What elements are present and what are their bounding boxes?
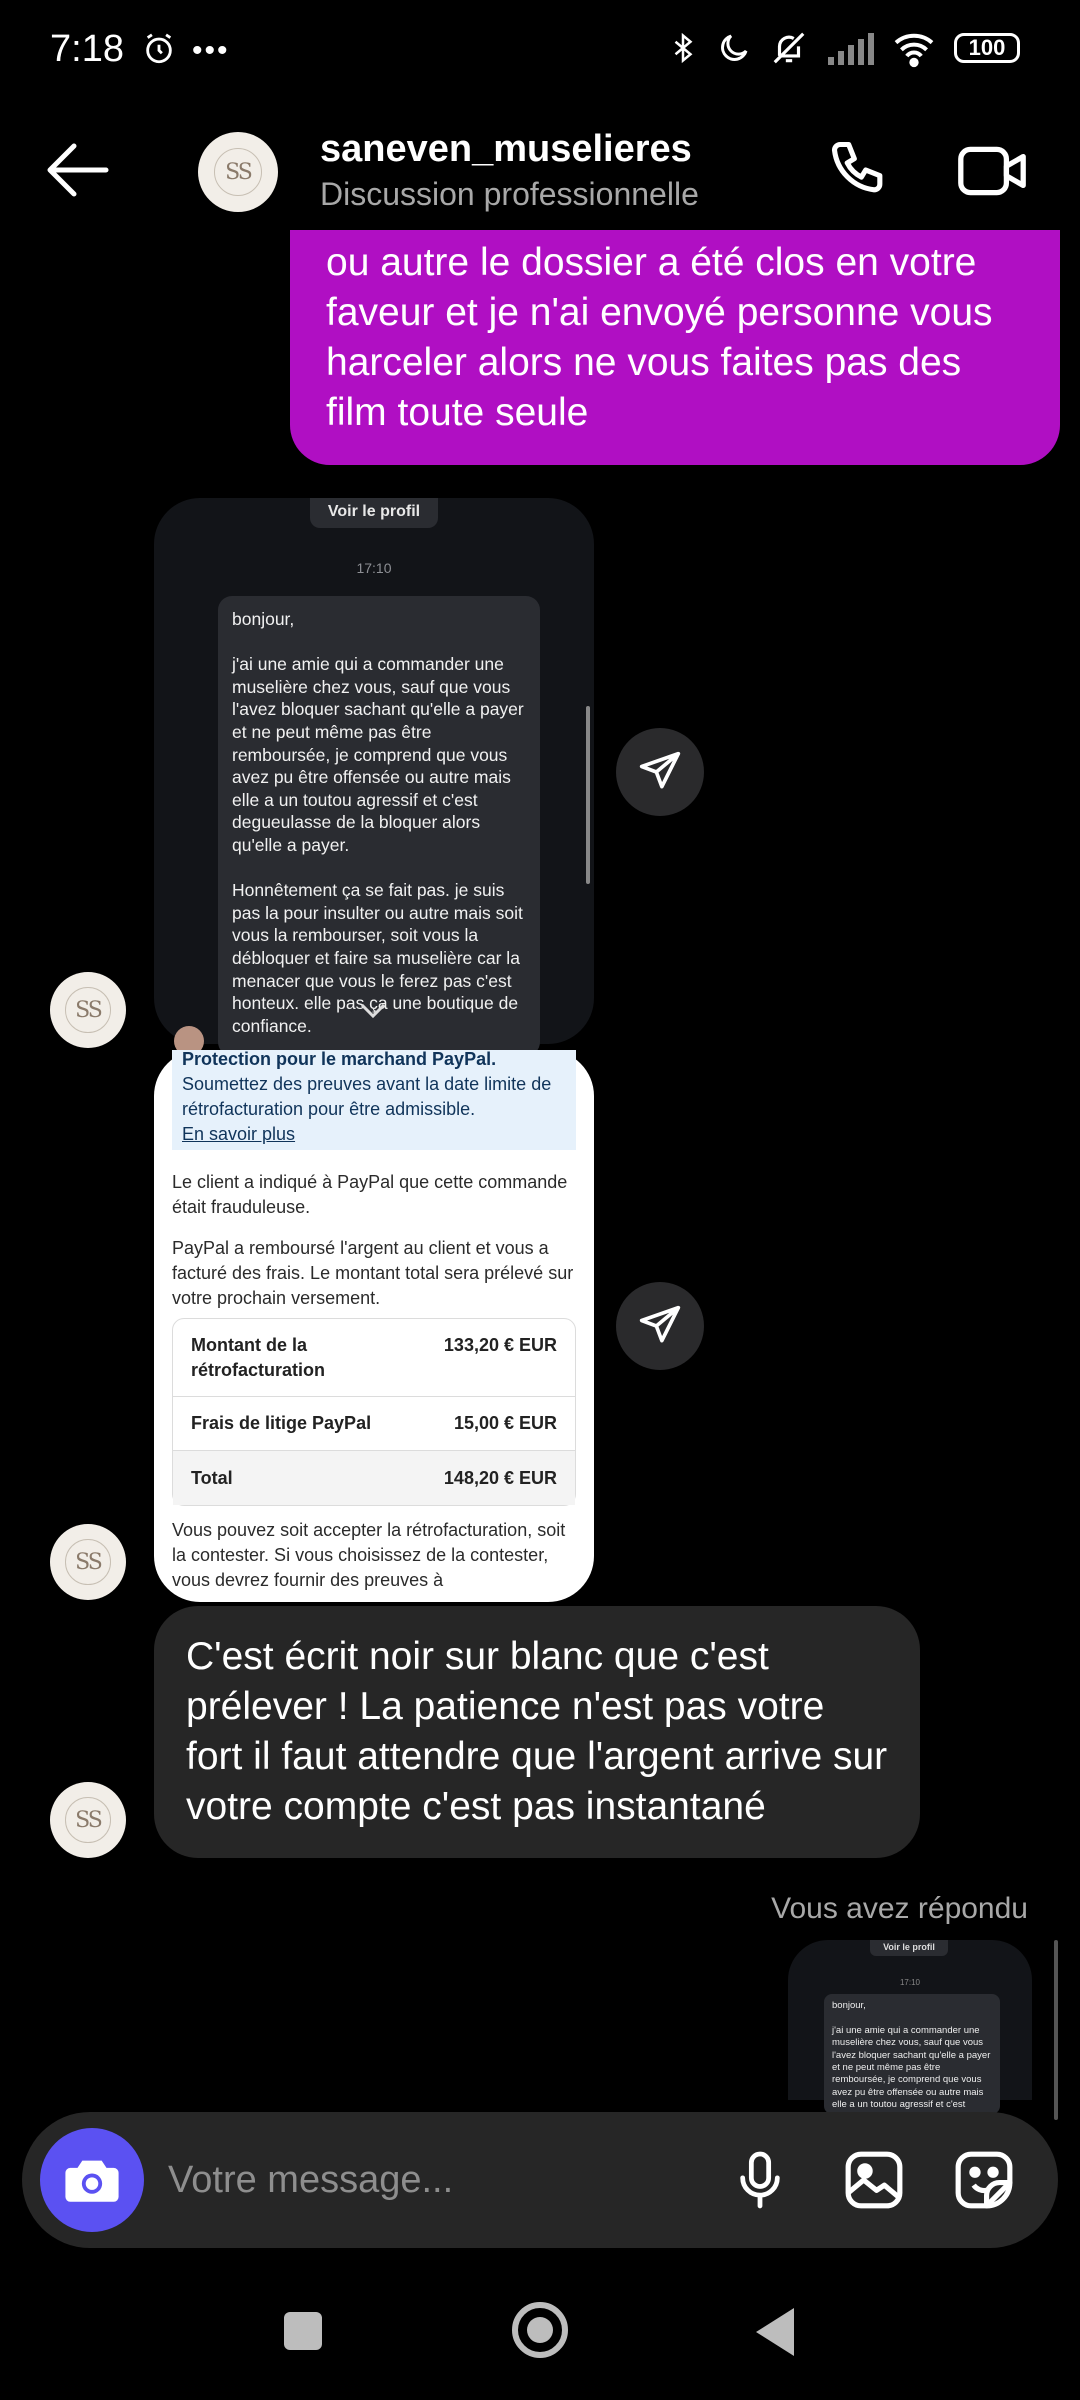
outgoing-message[interactable]: ou autre le dossier a été clos en votre faveur et je n'ai envoyé personne vous harceler alors ne vous faites pas des film toute seule <box>290 230 1060 465</box>
video-icon[interactable] <box>956 140 1028 207</box>
send-icon[interactable] <box>616 1282 704 1370</box>
avatar-monogram: SS <box>65 1797 111 1843</box>
image-icon[interactable] <box>842 2148 906 2212</box>
contact-name[interactable]: saneven_muselieres <box>320 128 692 170</box>
mic-icon[interactable] <box>728 2148 792 2212</box>
contact-subtitle: Discussion professionnelle <box>320 176 699 212</box>
post-message-body: bonjour, j'ai une amie qui a commander une muselière chez vous, sauf que vous l'avez bloquer sachant qu'elle a payer et ne peut même pas être remboursée, je comprend que vous avez pu être offensée ou autre mais elle a un toutou agressif et c'est degueulasse de la bloquer alors qu'elle a payer. Honnêtement ça se fait pas. je suis pas la pour insulter ou autre mais soit vous la rembourser, soit vous la débloquer et faire sa muselière car la menacer que vous le ferez pas c'est honteux. elle pas ça une boutique de confiance. <box>218 596 540 1056</box>
received-message[interactable]: C'est écrit noir sur blanc que c'est prélever ! La patience n'est pas votre fort il faut attendre que l'argent arrive sur votre compte c'est pas instantané <box>154 1606 920 1858</box>
back-arrow-icon[interactable] <box>44 140 110 205</box>
more-notifications-icon: ••• <box>192 34 230 67</box>
row-label: Frais de litige PayPal <box>191 1413 372 1433</box>
recent-apps-button[interactable] <box>284 2312 322 2350</box>
row-label: Montant de la rétrofacturation <box>191 1334 326 1380</box>
status-icons <box>668 28 1020 68</box>
message-input[interactable] <box>168 2152 728 2208</box>
learn-more-link[interactable]: En savoir plus <box>182 1124 296 1144</box>
paypal-banner <box>172 1050 576 1150</box>
paypal-paragraph-2: PayPal a remboursé l'argent au client et vous a facturé des frais. Le montant total sera prélevé sur votre prochain versement. <box>172 1238 574 1308</box>
back-nav-button[interactable] <box>756 2308 794 2356</box>
send-icon[interactable] <box>616 728 704 816</box>
chat-scrollbar[interactable] <box>1054 1940 1058 2120</box>
table-row <box>173 1319 575 1397</box>
wifi-icon <box>892 30 936 66</box>
table-row <box>173 1451 575 1505</box>
row-label: Total <box>191 1467 233 1488</box>
sender-avatar[interactable] <box>50 1782 126 1858</box>
chargeback-table <box>172 1318 576 1506</box>
avatar-monogram: SS <box>65 1539 111 1585</box>
banner-text: Soumettez des preuves avant la date limite de rétrofacturation pour être admissible. <box>182 1074 552 1119</box>
chevron-down-icon[interactable] <box>360 998 386 1026</box>
phone-icon[interactable] <box>826 136 894 209</box>
camera-button[interactable] <box>40 2128 144 2232</box>
replied-post-card[interactable] <box>788 1940 1032 2111</box>
row-value: 148,20 € EUR <box>443 1467 557 1488</box>
view-profile-button[interactable]: Voir le profil <box>870 1940 948 1956</box>
status-time: 7:18 <box>50 28 124 70</box>
sender-avatar[interactable] <box>50 972 126 1048</box>
home-button-dot <box>527 2317 553 2343</box>
table-row <box>173 1397 575 1451</box>
banner-title: Protection pour le marchand PayPal. <box>182 1049 497 1069</box>
signal-icon <box>826 31 874 65</box>
alarm-icon <box>142 32 176 71</box>
post-timestamp: 17:10 <box>356 560 392 576</box>
moon-icon <box>716 30 752 66</box>
header-avatar[interactable] <box>198 132 278 212</box>
avatar-monogram: SS <box>214 148 262 196</box>
message-composer <box>22 2112 1058 2248</box>
view-profile-button[interactable]: Voir le profil <box>310 498 438 528</box>
camera-icon <box>63 2155 121 2205</box>
sticker-icon[interactable] <box>952 2148 1016 2212</box>
paypal-paragraph-3: Vous pouvez soit accepter la rétrofacturation, soit la contester. Si vous choisissez de la contester, vous devrez fournir des preuves à <box>172 1520 566 1590</box>
post-timestamp: 17:10 <box>899 1978 921 1987</box>
shared-post-card[interactable] <box>154 498 594 1044</box>
row-value: 133,20 € EUR <box>443 1335 557 1355</box>
battery-indicator: 100 <box>954 33 1020 63</box>
paypal-post-card[interactable] <box>154 1050 594 1602</box>
bluetooth-icon <box>668 28 698 68</box>
replied-label: Vous avez répondu <box>771 1892 1028 1925</box>
post-message-body: bonjour, j'ai une amie qui a commander une muselière chez vous, sauf que vous l'avez bloquer sachant qu'elle a payer et ne peut même pas être remboursée, je comprend que vous avez pu être offensée ou autre mais elle a un toutou agressif et c'est <box>824 1994 1000 2114</box>
sender-avatar[interactable] <box>50 1524 126 1600</box>
bell-off-icon <box>770 29 808 67</box>
row-value: 15,00 € EUR <box>453 1413 557 1433</box>
paypal-paragraph-1: Le client a indiqué à PayPal que cette commande était frauduleuse. <box>172 1172 568 1217</box>
avatar-monogram: SS <box>65 987 111 1033</box>
home-button[interactable] <box>512 2302 568 2358</box>
post-scrollbar[interactable] <box>586 706 590 884</box>
